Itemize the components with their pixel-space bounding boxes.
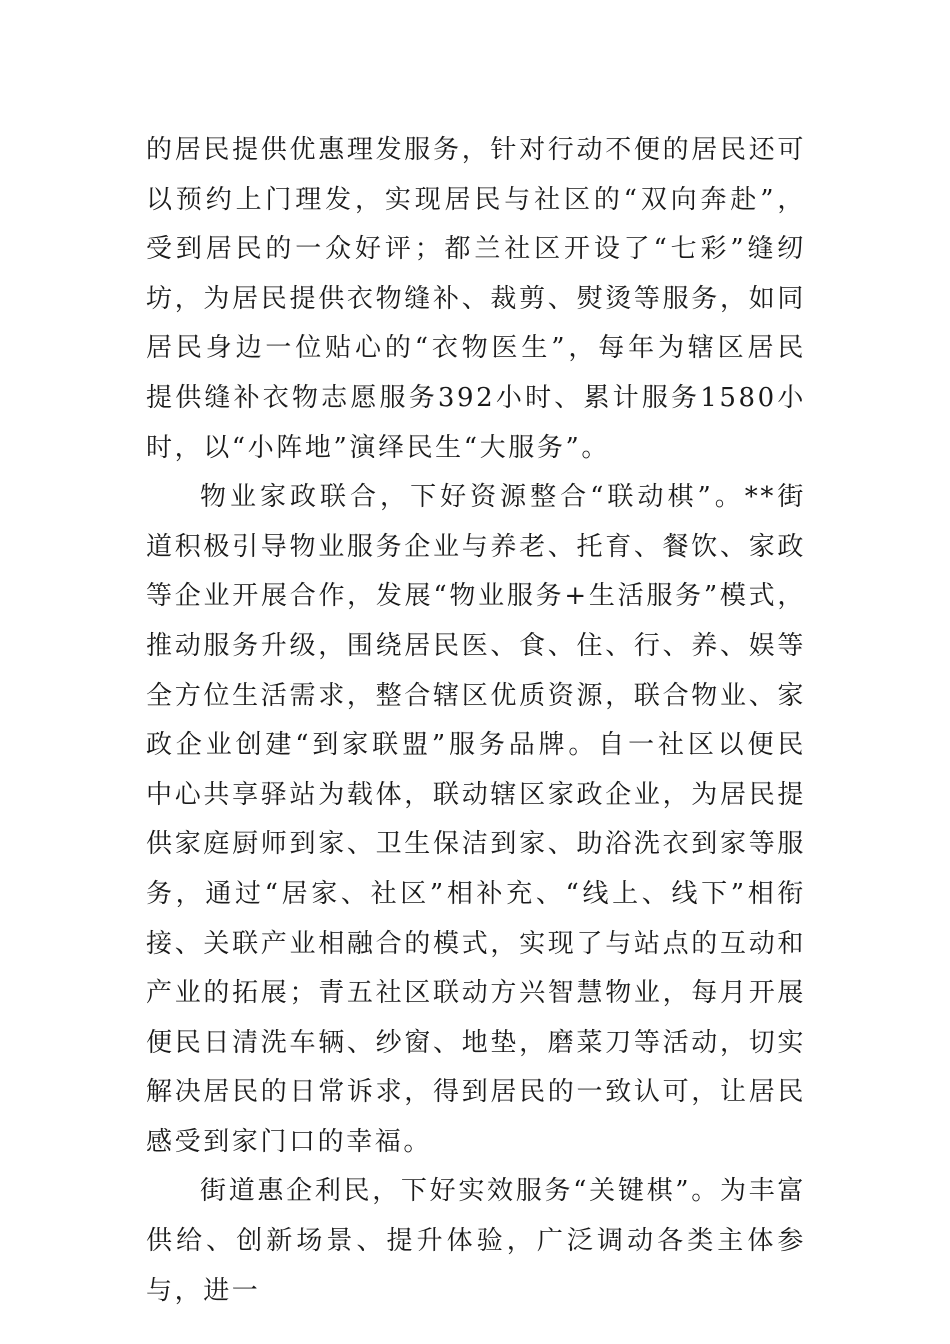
document-body <box>146 126 806 1316</box>
paragraph-street-services: 街道惠企利民，下好实效服务“关键棋”。为丰富供给、创新场景、提升体验，广泛调动各类主体参与，进一 <box>146 1176 806 1306</box>
paragraph-property-housekeeping: 物业家政联合，下好资源整合“联动棋”。**街道积极引导物业服务企业与养老、托育、餐饮、家政等企业开展合作，发展“物业服务+生活服务”模式，推动服务升级，围绕居民医、食、住、行、养、娱等全方位生活需求，整合辖区优质资源，联合物业、家政企业创建“到家联盟”服务品牌。自一社区以便民中心共享驿站为载体，联动辖区家政企业，为居民提供家庭厨师到家、卫生保洁到家、助浴洗衣到家等服务，通过“居家、社区”相补充、“线上、线下”相衔接、关联产业相融合的模式，实现了与站点的互动和产业的拓展；青五社区联动方兴智慧物业，每月开展便民日清洗车辆、纱窗、地垫，磨菜刀等活动，切实解决居民的日常诉求，得到居民的一致认可，让居民感受到家门口的幸福。 <box>146 482 806 1157</box>
paragraph-continued: 的居民提供优惠理发服务，针对行动不便的居民还可以预约上门理发，实现居民与社区的“双向奔赴”，受到居民的一众好评；都兰社区开设了“七彩”缝纫坊，为居民提供衣物缝补、裁剪、熨烫等服务，如同居民身边一位贴心的“衣物医生”，每年为辖区居民提供缝补衣物志愿服务392小时、累计服务1580小时，以“小阵地”演绎民生“大服务”。 <box>146 135 806 463</box>
